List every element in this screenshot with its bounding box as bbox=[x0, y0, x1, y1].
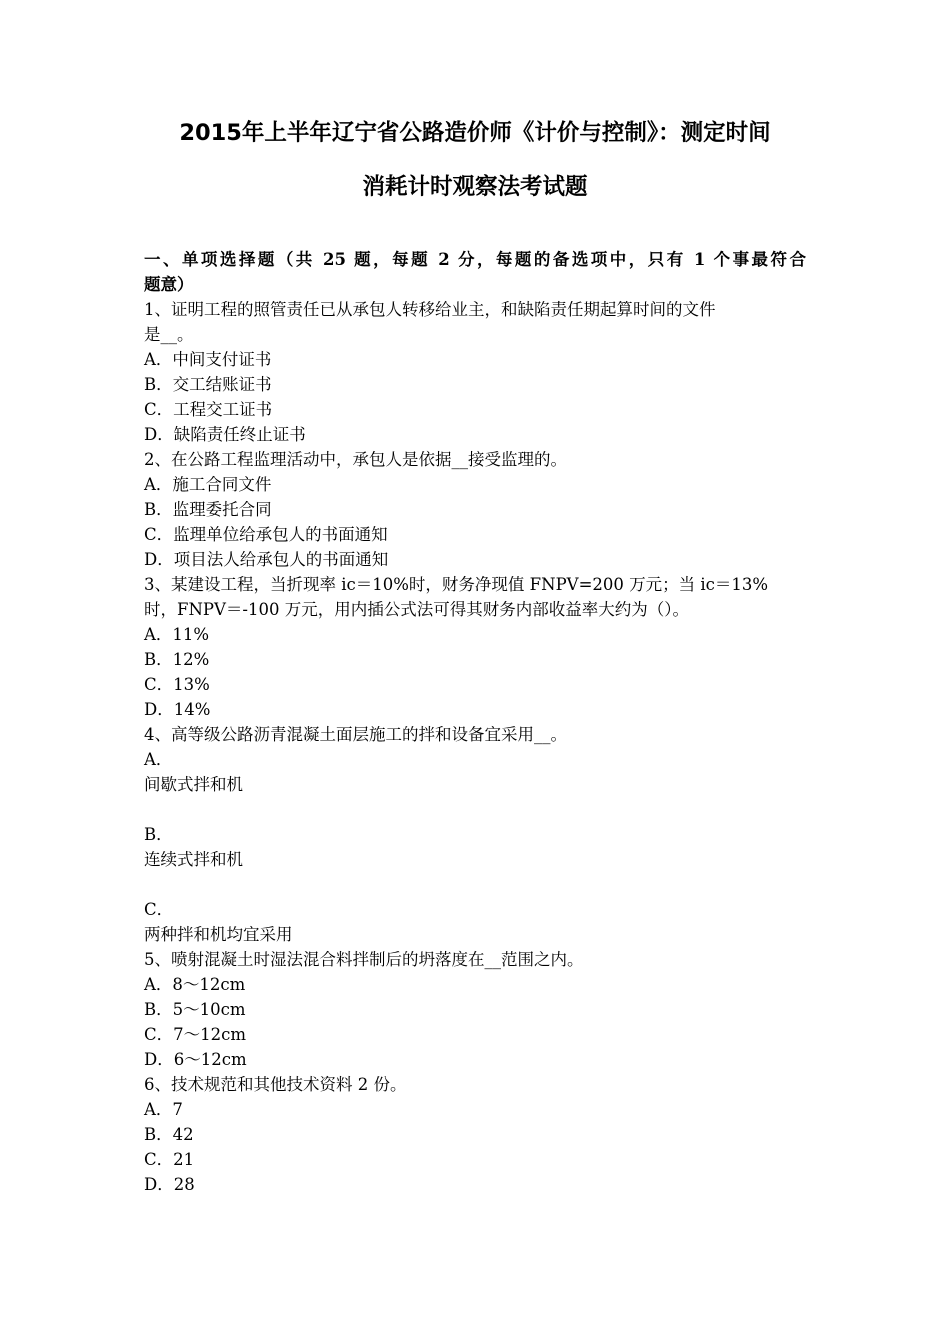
option-c: C．21 bbox=[144, 1150, 195, 1169]
option-b: B．42 bbox=[144, 1125, 194, 1144]
option-c: C．监理单位给承包人的书面通知 bbox=[144, 525, 388, 544]
question-5 bbox=[144, 947, 806, 1072]
option-b: B．12% bbox=[144, 650, 210, 669]
question-stem: 6、技术规范和其他技术资料 2 份。 bbox=[144, 1075, 407, 1094]
blank-line bbox=[144, 872, 806, 897]
question-stem-continued: 是__。 bbox=[144, 325, 194, 344]
question-3 bbox=[144, 572, 806, 722]
question-1 bbox=[144, 297, 806, 447]
option-a-text: 间歇式拌和机 bbox=[144, 775, 243, 794]
document-title-line-2: 消耗计时观察法考试题 bbox=[362, 174, 588, 200]
option-d: D．14% bbox=[144, 700, 211, 719]
option-d: D．28 bbox=[144, 1175, 195, 1194]
question-2 bbox=[144, 447, 806, 572]
question-stem: 1、证明工程的照管责任已从承包人转移给业主，和缺陷责任期起算时间的文件 bbox=[144, 300, 716, 319]
option-b-text: 连续式拌和机 bbox=[144, 850, 243, 869]
option-a: A．7 bbox=[144, 1100, 183, 1119]
option-a-letter: A． bbox=[144, 750, 173, 769]
blank-line bbox=[144, 797, 806, 822]
option-a: A．中间支付证书 bbox=[144, 350, 272, 369]
question-stem: 3、某建设工程，当折现率 ic＝10%时，财务净现值 FNPV=200 万元；当 ic＝13% bbox=[144, 575, 769, 594]
option-c-letter: C． bbox=[144, 900, 174, 919]
option-c-text: 两种拌和机均宜采用 bbox=[144, 925, 293, 944]
option-d: D．6～12cm bbox=[144, 1050, 247, 1069]
option-a: A．11% bbox=[144, 625, 210, 644]
option-b: B．监理委托合同 bbox=[144, 500, 272, 519]
option-c: C．工程交工证书 bbox=[144, 400, 273, 419]
document-body bbox=[144, 247, 806, 1197]
document-title-line-1: 2015年上半年辽宁省公路造价师《计价与控制》：测定时间 bbox=[179, 120, 771, 146]
option-b-letter: B． bbox=[144, 825, 173, 844]
question-6 bbox=[144, 1072, 806, 1197]
option-b: B．交工结账证书 bbox=[144, 375, 272, 394]
question-4 bbox=[144, 722, 806, 947]
option-d: D．项目法人给承包人的书面通知 bbox=[144, 550, 389, 569]
question-stem-continued: 时，FNPV＝-100 万元，用内插公式法可得其财务内部收益率大约为（）。 bbox=[144, 600, 689, 619]
option-c: C．13% bbox=[144, 675, 210, 694]
question-stem: 2、在公路工程监理活动中，承包人是依据__接受监理的。 bbox=[144, 450, 567, 469]
section-heading-line-2: 题意） bbox=[144, 275, 194, 294]
option-a: A．施工合同文件 bbox=[144, 475, 272, 494]
option-d: D．缺陷责任终止证书 bbox=[144, 425, 306, 444]
option-b: B．5～10cm bbox=[144, 1000, 246, 1019]
section-heading-line-1: 一、单项选择题（共 25 题，每题 2 分，每题的备选项中，只有 1 个事最符合 bbox=[144, 250, 806, 269]
question-stem: 5、喷射混凝土时湿法混合料拌制后的坍落度在__范围之内。 bbox=[144, 950, 584, 969]
option-a: A．8～12cm bbox=[144, 975, 246, 994]
option-c: C．7～12cm bbox=[144, 1025, 247, 1044]
question-stem: 4、高等级公路沥青混凝土面层施工的拌和设备宜采用__。 bbox=[144, 725, 567, 744]
